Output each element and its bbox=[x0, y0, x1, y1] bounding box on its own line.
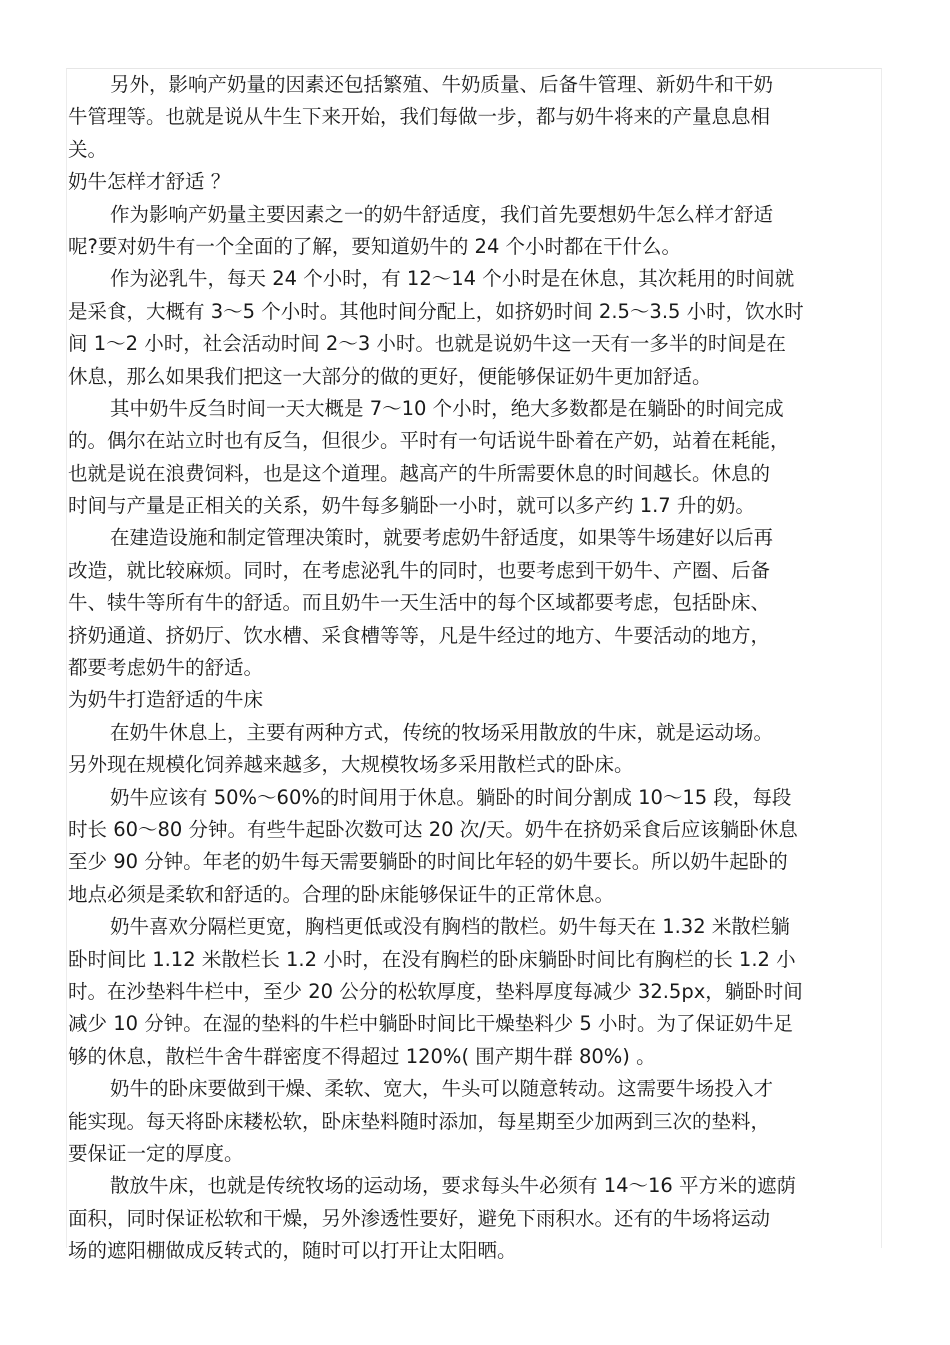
text-line: 奶牛的卧床要做到干燥、柔软、宽大，牛头可以随意转动。这需要牛场投入才 bbox=[110, 1077, 774, 1101]
text-line: 够的休息，散栏牛舍牛群密度不得超过 120%( 围产期牛群 80%) 。 bbox=[68, 1044, 656, 1068]
text-line: 改造，就比较麻烦。同时，在考虑泌乳牛的同时，也要考虑到干奶牛、产圈、后备 bbox=[68, 558, 771, 582]
text-line: 面积，同时保证松软和干燥，另外渗透性要好，避免下雨积水。还有的牛场将运动 bbox=[68, 1206, 771, 1230]
text-line: 另外，影响产奶量的因素还包括繁殖、牛奶质量、后备牛管理、新奶牛和干奶 bbox=[110, 73, 774, 96]
text-line: 其中奶牛反刍时间一天大概是 7～10 个小时，绝大多数都是在躺卧的时间完成 bbox=[110, 396, 784, 420]
text-line: 场的遮阳棚做成反转式的，随时可以打开让太阳晒。 bbox=[68, 1239, 517, 1263]
section-heading: 为奶牛打造舒适的牛床 bbox=[68, 688, 264, 712]
text-line: 作为影响产奶量主要因素之一的奶牛舒适度，我们首先要想奶牛怎么样才舒适 bbox=[110, 202, 774, 226]
text-line: 作为泌乳牛，每天 24 个小时，有 12～14 个小时是在休息，其次耗用的时间就 bbox=[110, 267, 795, 291]
text-line: 都要考虑奶牛的舒适。 bbox=[68, 656, 264, 680]
text-line: 牛管理等。也就是说从牛生下来开始，我们每做一步，都与奶牛将来的产量息息相 bbox=[68, 105, 771, 129]
text-line: 呢?要对奶牛有一个全面的了解，要知道奶牛的 24 个小时都在干什么。 bbox=[68, 234, 682, 258]
text-line: 挤奶通道、挤奶厅、饮水槽、采食槽等等，凡是牛经过的地方、牛要活动的地方， bbox=[68, 623, 771, 647]
text-line: 的。偶尔在站立时也有反刍，但很少。平时有一句话说牛卧着在产奶，站着在耗能， bbox=[68, 429, 790, 453]
text-line: 要保证一定的厚度。 bbox=[68, 1141, 244, 1165]
section-heading: 奶牛怎样才舒适 ？ bbox=[68, 170, 231, 194]
text-line: 卧时间比 1.12 米散栏长 1.2 小时，在没有胸栏的卧床躺卧时间比有胸栏的长 1.2 小 bbox=[68, 947, 796, 971]
text-line: 是采食，大概有 3～5 个小时。其他时间分配上，如挤奶时间 2.5～3.5 小时，饮水时 bbox=[68, 299, 804, 323]
text-line: 时间与产量是正相关的关系，奶牛每多躺卧一小时，就可以多产约 1.7 升的奶。 bbox=[68, 494, 755, 518]
text-line: 间 1～2 小时，社会活动时间 2～3 小时。也就是说奶牛这一天有一多半的时间是在 bbox=[68, 332, 786, 356]
text-line: 地点必须是柔软和舒适的。合理的卧床能够保证牛的正常休息。 bbox=[68, 882, 615, 906]
text-line: 奶牛应该有 50%～60%的时间用于休息。躺卧的时间分割成 10～15 段，每段 bbox=[110, 785, 792, 809]
text-line: 牛、犊牛等所有牛的舒适。而且奶牛一天生活中的每个区域都要考虑，包括卧床、 bbox=[68, 591, 771, 615]
document-body bbox=[68, 69, 882, 1267]
text-line: 至少 90 分钟。年老的奶牛每天需要躺卧的时间比年轻的奶牛要长。所以奶牛起卧的 bbox=[68, 850, 788, 874]
text-line: 在建造设施和制定管理决策时，就要考虑奶牛舒适度，如果等牛场建好以后再 bbox=[110, 526, 774, 550]
text-line: 减少 10 分钟。在湿的垫料的牛栏中躺卧时间比干燥垫料少 5 小时。为了保证奶牛足 bbox=[68, 1012, 794, 1036]
text-line: 在奶牛休息上，主要有两种方式，传统的牧场采用散放的牛床，就是运动场。 bbox=[110, 720, 774, 744]
text-line: 能实现。每天将卧床耧松软，卧床垫料随时添加，每星期至少加两到三次的垫料， bbox=[68, 1109, 771, 1133]
text-line: 散放牛床，也就是传统牧场的运动场，要求每头牛必须有 14～16 平方米的遮荫 bbox=[110, 1174, 797, 1198]
text-line: 也就是说在浪费饲料，也是这个道理。越高产的牛所需要休息的时间越长。休息的 bbox=[68, 461, 771, 485]
text-line: 休息，那么如果我们把这一大部分的做的更好，便能够保证奶牛更加舒适。 bbox=[68, 364, 712, 388]
text-line: 另外现在规模化饲养越来越多，大规模牧场多采用散栏式的卧床。 bbox=[68, 753, 634, 777]
text-line: 奶牛喜欢分隔栏更宽，胸档更低或没有胸档的散栏。奶牛每天在 1.32 米散栏躺 bbox=[110, 915, 790, 939]
text-line: 时。在沙垫料牛栏中，至少 20 公分的松软厚度，垫料厚度每减少 32.5px，躺卧时间 bbox=[68, 979, 803, 1003]
text-line: 关。 bbox=[68, 137, 108, 161]
text-line: 时长 60～80 分钟。有些牛起卧次数可达 20 次/天。奶牛在挤奶采食后应该躺卧休息 bbox=[68, 817, 798, 841]
